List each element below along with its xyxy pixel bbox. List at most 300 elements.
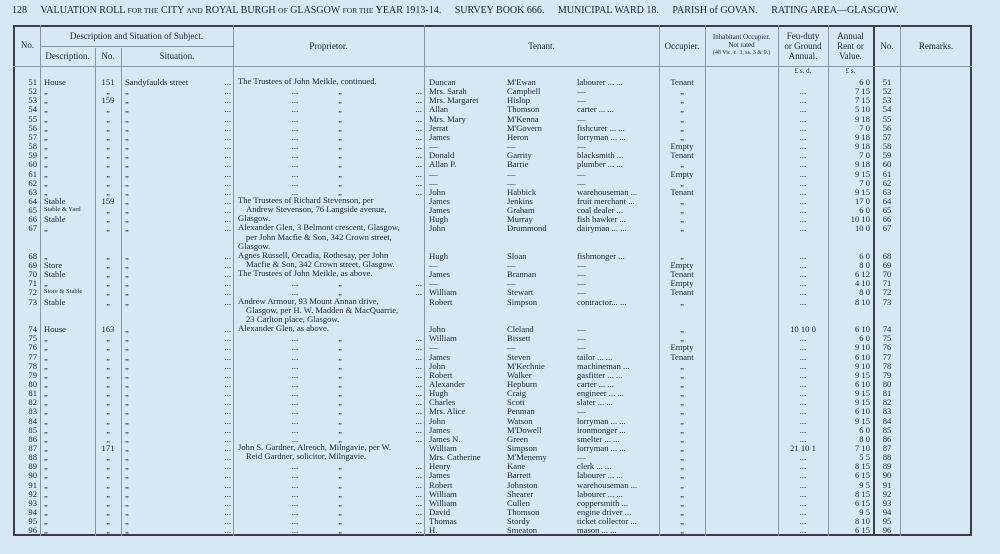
occupier-status: Tenant [670, 351, 694, 362]
situation: „ [125, 150, 129, 161]
tenant-occupation: slater ... ... [577, 397, 613, 408]
row-number-right: 83 [882, 406, 892, 417]
proprietor-ditto: ... [415, 168, 422, 179]
feu-duty: ... [799, 131, 807, 142]
row-number-right: 70 [882, 269, 892, 280]
tenant-surname: M'Ewan [507, 77, 536, 87]
row-number-right: 94 [882, 507, 892, 518]
proprietor-ditto: ... [415, 388, 422, 399]
annual-rent: 7 0 [859, 177, 870, 188]
row-number-right: 95 [882, 516, 892, 527]
tenant-occupation: machineman ... [577, 360, 630, 371]
occupier-status: „ [680, 433, 684, 444]
situation-dots: ... [224, 360, 231, 371]
annual-rent: 17 0 [854, 195, 870, 206]
table-row [0, 525, 1000, 535]
description: „ [44, 461, 48, 472]
occupier-status: „ [680, 461, 684, 472]
situation: „ [125, 159, 129, 170]
proprietor-ditto: ... [291, 122, 299, 133]
proprietor-ditto: „ [338, 141, 342, 152]
proprietor-ditto: ... [415, 122, 422, 133]
row-number-right: 73 [882, 296, 892, 307]
row-number: 86 [28, 433, 37, 444]
tenant-surname: Shearer [507, 488, 534, 499]
tenant-first-name: — [429, 141, 438, 152]
tenant-surname: Steven [507, 351, 531, 362]
row-number-right: 68 [882, 250, 892, 261]
occupier-status: „ [680, 369, 684, 380]
row-number: 66 [28, 214, 37, 225]
annual-rent: 9 15 [854, 415, 870, 426]
proprietor-line: The Trustees of John Meikle, continued. [238, 76, 377, 86]
annual-rent: 5 5 [859, 452, 870, 463]
description: „ [44, 177, 48, 188]
description: „ [44, 452, 48, 463]
situation-dots: ... [224, 168, 231, 179]
feu-duty: ... [799, 497, 807, 508]
title-part: OF [278, 6, 288, 15]
description: „ [44, 497, 48, 508]
tenant-occupation: — [577, 113, 586, 124]
row-number: 73 [28, 296, 37, 307]
situation: „ [125, 324, 129, 335]
house-number: „ [106, 479, 110, 490]
tenant-first-name: Robert [429, 369, 453, 380]
col-header-remarks: Remarks. [918, 41, 954, 51]
row-number: 96 [28, 525, 37, 536]
tenant-first-name: James [429, 131, 451, 142]
house-number: „ [106, 250, 110, 261]
occupier-status: „ [680, 525, 684, 536]
occupier-status: „ [680, 333, 684, 344]
tenant-first-name: William [429, 488, 457, 499]
situation-dots: ... [224, 186, 231, 197]
row-number: 88 [28, 452, 37, 463]
house-number: „ [106, 415, 110, 426]
occupier-status: „ [680, 360, 684, 371]
feu-duty: ... [799, 214, 807, 225]
annual-rent: 6 10 [854, 378, 870, 389]
page-header [12, 5, 997, 21]
house-number: „ [106, 159, 110, 170]
situation-dots: ... [224, 150, 231, 161]
feu-duty: ... [799, 287, 807, 298]
situation: „ [125, 351, 129, 362]
tenant-surname: Jenkins [507, 195, 533, 206]
feu-duty: ... [799, 168, 807, 179]
annual-rent: 6 12 [854, 269, 870, 280]
feu-duty: ... [799, 159, 807, 170]
title-part: FOR THE [127, 6, 159, 15]
proprietor-ditto: „ [338, 342, 342, 353]
situation: „ [125, 205, 129, 216]
tenant-surname: Bissett [507, 333, 531, 344]
proprietor-ditto: ... [291, 424, 299, 435]
row-number-right: 86 [882, 433, 892, 444]
proprietor-ditto: ... [415, 104, 422, 115]
row-number-right: 90 [882, 470, 892, 481]
house-number: „ [106, 177, 110, 188]
inhabitant-line: Inhabitant Occupier. [712, 33, 771, 41]
occupier-status: „ [680, 507, 684, 518]
proprietor-ditto: ... [291, 86, 299, 97]
situation: „ [125, 296, 129, 307]
tenant-surname: Habbick [507, 186, 537, 197]
occupier-status: „ [680, 122, 684, 133]
rent-line: Rent or [837, 41, 864, 51]
tenant-occupation: gasfitter ... ... [577, 369, 623, 380]
description: „ [44, 159, 48, 170]
tenant-first-name: — [429, 278, 438, 289]
table-row [0, 297, 1000, 307]
proprietor-ditto: „ [338, 433, 342, 444]
house-number: „ [106, 516, 110, 527]
feu-duty: ... [799, 104, 807, 115]
situation-dots: ... [224, 269, 231, 280]
occupier-status: Tenant [670, 77, 694, 87]
occupier-status: „ [680, 378, 684, 389]
house-number: „ [106, 333, 110, 344]
tenant-surname: Kane [507, 461, 526, 472]
description: „ [44, 122, 48, 133]
tenant-occupation: — [577, 278, 586, 289]
proprietor-line: 23 Carlton place, Glasgow. [246, 313, 340, 324]
situation: „ [125, 186, 129, 197]
proprietor-ditto: „ [338, 479, 342, 490]
tenant-first-name: John [429, 186, 446, 197]
tenant-occupation: smelter ... ... [577, 433, 620, 444]
situation: „ [125, 433, 129, 444]
tenant-surname: Cullen [507, 497, 530, 508]
row-number-right: 54 [882, 104, 892, 115]
proprietor-ditto: ... [415, 333, 422, 344]
situation-dots: ... [224, 177, 231, 188]
annual-rent: 10 10 [850, 214, 870, 225]
occupier-status: „ [680, 516, 684, 527]
feu-units: £ s. d. [794, 67, 812, 75]
situation: „ [125, 141, 129, 152]
tenant-surname: — [507, 141, 516, 152]
proprietor-ditto: „ [338, 397, 342, 408]
tenant-occupation: coppersmith ... [577, 497, 629, 508]
occupier-status: „ [680, 159, 684, 170]
house-number: „ [106, 223, 110, 234]
feu-duty: ... [799, 95, 807, 106]
proprietor-ditto: „ [338, 122, 342, 133]
roll-title [40, 5, 443, 16]
col-header-description: Description. [45, 51, 90, 61]
row-number: 60 [28, 159, 37, 170]
situation-dots: ... [224, 333, 231, 344]
row-number-right: 65 [882, 205, 892, 216]
tenant-surname: Thomson [507, 507, 540, 518]
row-number-right: 66 [882, 214, 892, 225]
annual-rent: 8 0 [859, 433, 870, 444]
tenant-surname: Scott [507, 397, 525, 408]
tenant-occupation: tailor ... ... [577, 351, 613, 362]
situation: „ [125, 397, 129, 408]
proprietor-ditto: „ [338, 351, 342, 362]
tenant-surname: Green [507, 433, 528, 444]
col-header-tenant: Tenant. [528, 41, 555, 51]
row-number: 81 [28, 388, 37, 399]
proprietor-ditto: ... [415, 113, 422, 124]
situation: „ [125, 214, 129, 225]
situation-dots: ... [224, 525, 231, 536]
description: Store & Stable [44, 288, 83, 296]
proprietor-ditto: „ [338, 168, 342, 179]
row-number: 54 [28, 104, 37, 115]
situation: „ [125, 507, 129, 518]
tenant-surname: Smeaton [507, 525, 538, 536]
tenant-occupation: carter ... ... [577, 104, 614, 115]
situation-dots: ... [224, 324, 231, 335]
tenant-first-name: James [429, 205, 451, 216]
feu-duty: ... [799, 378, 807, 389]
proprietor-ditto: ... [291, 433, 299, 444]
feu-line: Feu-duty [786, 31, 820, 41]
row-number-right: 82 [882, 397, 892, 408]
occupier-status: „ [680, 397, 684, 408]
row-number-right: 59 [882, 150, 892, 161]
proprietor-ditto: „ [338, 406, 342, 417]
row-number-right: 52 [882, 86, 892, 97]
tenant-first-name: David [429, 507, 451, 518]
annual-rent: 9 15 [854, 186, 870, 197]
col-header-desc-group: Description and Situation of Subject. [69, 31, 204, 41]
annual-rent: 9 18 [854, 141, 870, 152]
occupier-status: „ [680, 95, 684, 106]
tenant-surname: M'Dowell [507, 424, 542, 435]
proprietor-ditto: ... [291, 516, 299, 527]
tenant-first-name: James [429, 424, 451, 435]
tenant-surname: Stordy [507, 516, 530, 527]
situation-dots: ... [224, 406, 231, 417]
situation: Sandyfaulds street [125, 77, 189, 87]
tenant-first-name: Mrs. Catherine [429, 452, 481, 463]
house-number: „ [106, 113, 110, 124]
row-number: 56 [28, 122, 37, 133]
annual-rent: 9 15 [854, 397, 870, 408]
proprietor-ditto: ... [291, 131, 299, 142]
page-number: 128 [12, 5, 27, 16]
annual-rent: 5 10 [854, 104, 870, 115]
tenant-surname: Walker [507, 369, 532, 380]
proprietor-line: Andrew Stevenson, 76 Langside avenue, [246, 204, 387, 215]
feu-duty: ... [799, 433, 807, 444]
proprietor-ditto: ... [415, 397, 422, 408]
tenant-occupation: — [577, 452, 586, 463]
situation: „ [125, 177, 129, 188]
situation: „ [125, 250, 129, 261]
tenant-first-name: Mrs. Alice [429, 406, 466, 417]
tenant-first-name: — [429, 177, 438, 188]
situation: „ [125, 406, 129, 417]
tenant-occupation: — [577, 95, 586, 106]
tenant-occupation: — [577, 333, 586, 344]
col-header-no-right: No. [880, 41, 894, 51]
situation: „ [125, 488, 129, 499]
tenant-surname: Garrity [507, 150, 532, 161]
row-number: 70 [28, 269, 37, 280]
tenant-occupation: — [577, 342, 586, 353]
row-number: 95 [28, 516, 37, 527]
inhabitant-line: (48 Vic. c. 3, ss. 3 & 9.) [712, 50, 771, 56]
rating-area: RATING AREA—GLASGOW. [771, 5, 899, 16]
tenant-occupation: lorryman ... ... [577, 443, 626, 453]
situation-dots: ... [224, 415, 231, 426]
description: „ [44, 443, 48, 453]
situation: „ [125, 260, 129, 270]
title-part: GLASGOW [290, 5, 341, 16]
proprietor-ditto: ... [291, 278, 299, 289]
occupier-status: „ [680, 470, 684, 481]
situation-dots: ... [224, 452, 231, 463]
annual-rent: 8 15 [854, 488, 870, 499]
tenant-occupation: warehouseman ... [577, 479, 638, 490]
situation: „ [125, 516, 129, 527]
tenant-surname: — [507, 342, 516, 353]
proprietor-ditto: „ [338, 388, 342, 399]
feu-duty: ... [799, 388, 807, 399]
proprietor-ditto: ... [291, 470, 299, 481]
proprietor-ditto: ... [291, 525, 299, 536]
annual-rent: 6 15 [854, 497, 870, 508]
occupier-status: „ [680, 296, 684, 307]
situation-dots: ... [224, 378, 231, 389]
situation: „ [125, 388, 129, 399]
tenant-first-name: William [429, 287, 457, 298]
tenant-first-name: Allan [429, 104, 449, 115]
situation-dots: ... [224, 351, 231, 362]
tenant-occupation: — [577, 168, 586, 179]
annual-rent: 6 0 [859, 424, 870, 435]
proprietor-ditto: ... [291, 507, 299, 518]
row-number: 92 [28, 488, 37, 499]
tenant-first-name: James [429, 195, 451, 206]
annual-rent: 9 5 [859, 479, 870, 490]
proprietor-ditto: ... [291, 415, 299, 426]
row-number: 77 [28, 351, 37, 362]
annual-rent: 6 10 [854, 324, 870, 335]
title-part: ROYAL BURGH [205, 5, 276, 16]
proprietor-ditto: ... [291, 333, 299, 344]
row-number: 83 [28, 406, 37, 417]
row-number-right: 81 [882, 388, 892, 399]
row-number-right: 62 [882, 177, 892, 188]
proprietor-ditto: ... [291, 141, 299, 152]
house-number: „ [106, 104, 110, 115]
house-number: „ [106, 488, 110, 499]
tenant-first-name: John [429, 415, 446, 426]
feu-duty: ... [799, 360, 807, 371]
proprietor-ditto: ... [415, 351, 422, 362]
row-number-right: 51 [882, 77, 892, 87]
situation-dots: ... [224, 141, 231, 152]
tenant-surname: M'Kenna [507, 113, 539, 124]
proprietor-line: per John Macfie & Son, 342 Crown street, [246, 231, 392, 242]
occupier-status: Tenant [670, 150, 694, 161]
row-number-right: 88 [882, 452, 892, 463]
row-number: 76 [28, 342, 37, 353]
tenant-occupation: — [577, 324, 586, 335]
situation-dots: ... [224, 443, 231, 453]
proprietor-ditto: ... [291, 177, 299, 188]
tenant-surname: M'Govern [507, 122, 542, 133]
description: Stable [44, 269, 66, 280]
row-number-right: 85 [882, 424, 892, 435]
occupier-status: „ [680, 195, 684, 206]
row-number-right: 57 [882, 131, 892, 142]
annual-rent: 9 10 [854, 342, 870, 353]
annual-rent: 6 15 [854, 525, 870, 536]
row-number-right: 76 [882, 342, 892, 353]
tenant-first-name: Mrs. Mary [429, 113, 466, 124]
tenant-surname: Murray [507, 214, 533, 225]
row-number: 91 [28, 479, 37, 490]
tenant-surname: Barrett [507, 470, 531, 481]
description: Store [44, 260, 63, 270]
proprietor-ditto: „ [338, 113, 342, 124]
tenant-surname: M'Menemy [507, 452, 547, 463]
tenant-first-name: Robert [429, 296, 453, 307]
occupier-status: „ [680, 223, 684, 234]
proprietor-ditto: ... [415, 177, 422, 188]
proprietor-ditto: ... [291, 479, 299, 490]
situation: „ [125, 278, 129, 289]
row-number-right: 55 [882, 113, 892, 124]
row-number-right: 91 [882, 479, 892, 490]
house-number: „ [106, 397, 110, 408]
house-number: „ [106, 278, 110, 289]
situation: „ [125, 369, 129, 380]
row-number-right: 72 [882, 287, 892, 298]
title-part: AND [186, 6, 203, 15]
situation: „ [125, 378, 129, 389]
proprietor-ditto: ... [415, 415, 422, 426]
proprietor-ditto: „ [338, 278, 342, 289]
proprietor-ditto: ... [415, 278, 422, 289]
tenant-first-name: — [429, 342, 438, 353]
proprietor-ditto: „ [338, 360, 342, 371]
row-number-right: 77 [882, 351, 892, 362]
proprietor-ditto: ... [415, 424, 422, 435]
description: Stable [44, 195, 66, 206]
house-number: „ [106, 342, 110, 353]
situation-dots: ... [224, 461, 231, 472]
proprietor-ditto: ... [415, 360, 422, 371]
house-number: „ [106, 168, 110, 179]
proprietor-ditto: ... [415, 525, 422, 536]
house-number: „ [106, 388, 110, 399]
situation: „ [125, 223, 129, 234]
tenant-occupation: ironmonger ... [577, 424, 626, 435]
tenant-occupation: warehouseman ... [577, 186, 638, 197]
situation: „ [125, 86, 129, 97]
inhabitant-line: Not rated [728, 41, 755, 49]
row-number: 59 [28, 150, 37, 161]
tenant-first-name: Allan P. [429, 159, 457, 170]
row-number-right: 67 [882, 223, 892, 234]
tenant-occupation: labourer ... ... [577, 470, 623, 481]
house-number: 159 [101, 95, 115, 106]
proprietor-ditto: ... [291, 113, 299, 124]
row-number-right: 79 [882, 369, 892, 380]
occupier-status: „ [680, 86, 684, 97]
feu-duty: ... [799, 488, 807, 499]
proprietor-ditto: „ [338, 177, 342, 188]
